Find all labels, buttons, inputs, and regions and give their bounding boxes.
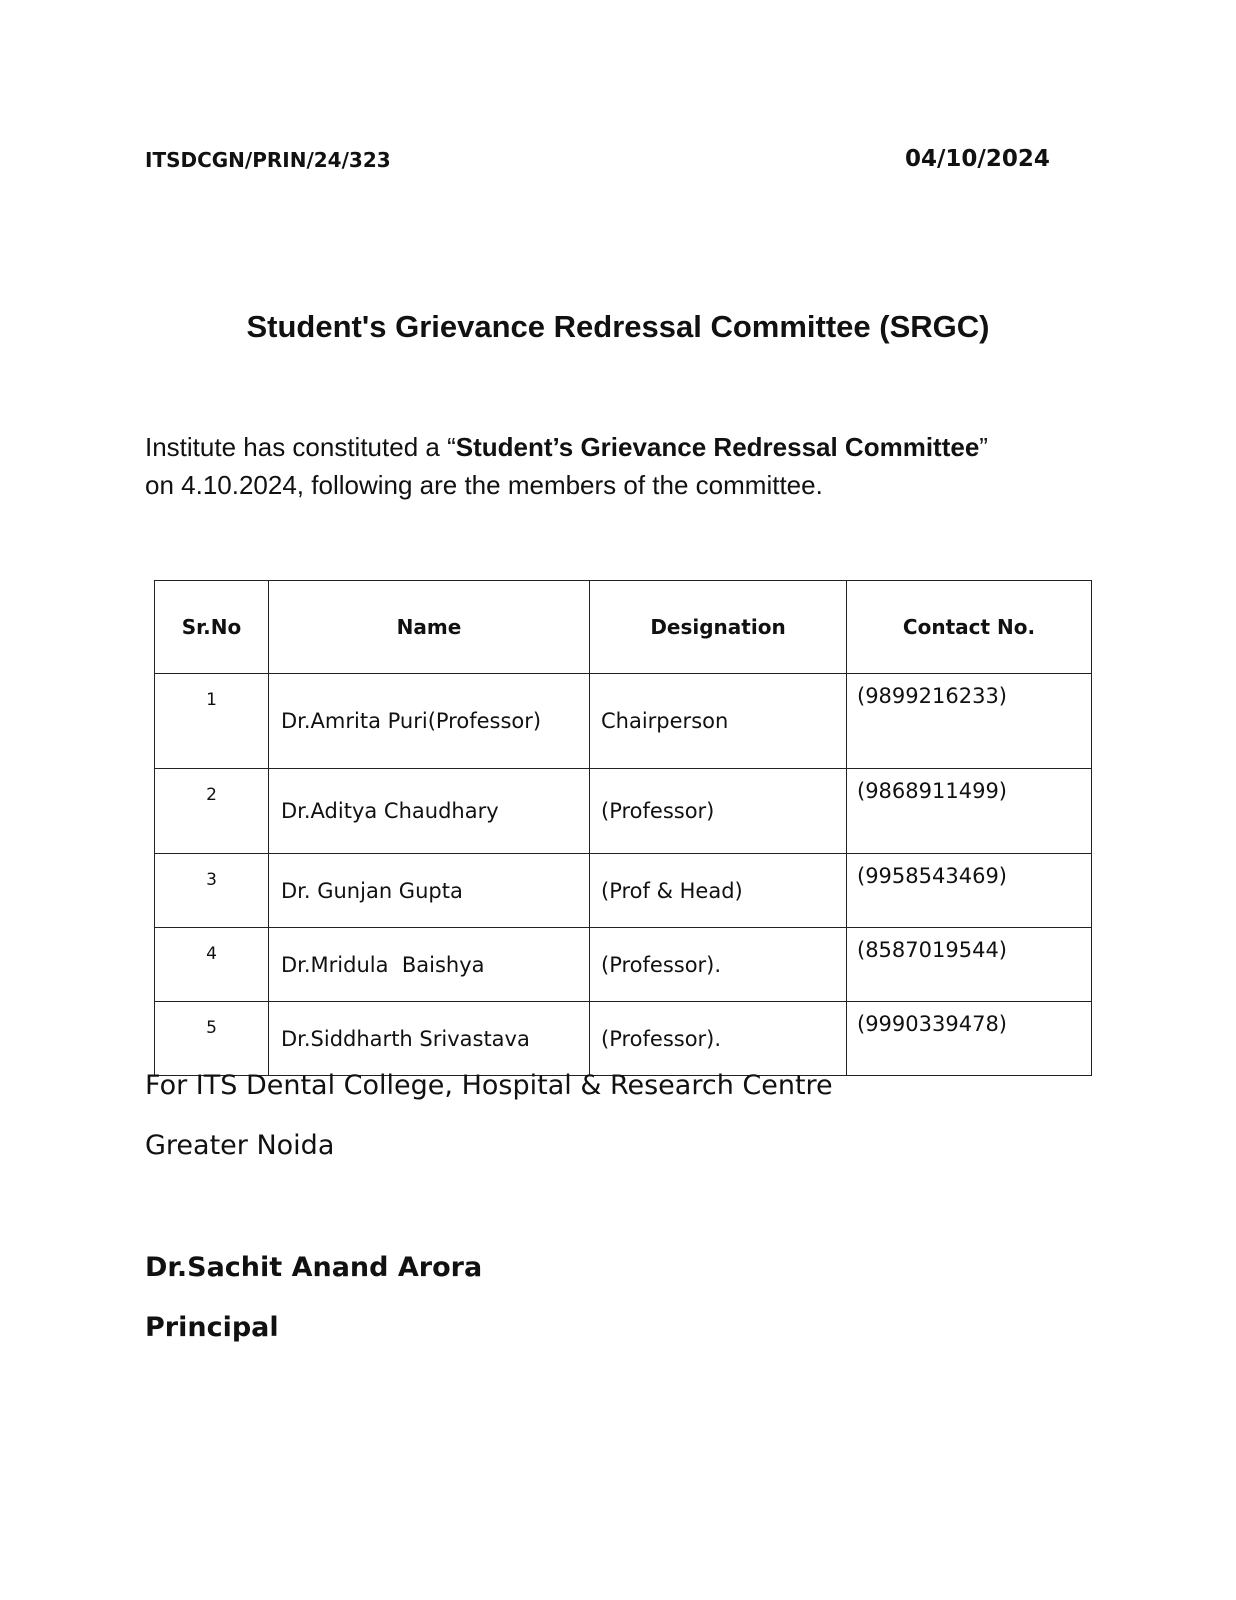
- table-row: [155, 769, 1092, 854]
- column-header-name: Name: [269, 581, 590, 674]
- document-date: 04/10/2024: [905, 146, 1050, 172]
- document-title: Student's Grievance Redressal Committee (SRGC): [246, 309, 990, 344]
- column-header-contact: Contact No.: [847, 581, 1092, 674]
- intro-text-line2: on 4.10.2024, following are the members of the committee.: [145, 470, 823, 500]
- footer-location: Greater Noida: [145, 1130, 335, 1161]
- cell-designation: (Professor).: [590, 928, 847, 1002]
- reference-number: ITSDCGN/PRIN/24/323: [145, 148, 391, 172]
- cell-contact: (9990339478): [847, 1002, 1092, 1076]
- signatory-title: Principal: [145, 1312, 279, 1343]
- table-row: [155, 1002, 1092, 1076]
- intro-committee-name: Student’s Grievance Redressal Committee: [455, 432, 980, 462]
- column-header-designation: Designation: [590, 581, 847, 674]
- cell-name: Dr.Aditya Chaudhary: [269, 769, 590, 854]
- cell-contact: (9868911499): [847, 769, 1092, 854]
- table-row: [155, 854, 1092, 928]
- column-header-sr-no: Sr.No: [155, 581, 269, 674]
- cell-contact: (9899216233): [847, 674, 1092, 769]
- table-header-row: [155, 581, 1092, 674]
- cell-name: Dr.Amrita Puri(Professor): [269, 674, 590, 769]
- cell-name: Dr. Gunjan Gupta: [269, 854, 590, 928]
- cell-sr-no: 3: [155, 854, 269, 928]
- cell-sr-no: 2: [155, 769, 269, 854]
- intro-text-quote: ”: [979, 432, 988, 462]
- cell-designation: Chairperson: [590, 674, 847, 769]
- footer-organization: For ITS Dental College, Hospital & Research Centre: [145, 1070, 833, 1101]
- table-row: [155, 928, 1092, 1002]
- cell-name: Dr.Mridula Baishya: [269, 928, 590, 1002]
- cell-sr-no: 1: [155, 674, 269, 769]
- cell-contact: (9958543469): [847, 854, 1092, 928]
- committee-members-table: [154, 580, 1092, 1076]
- table-row: [155, 674, 1092, 769]
- cell-designation: (Prof & Head): [590, 854, 847, 928]
- cell-contact: (8587019544): [847, 928, 1092, 1002]
- intro-text-start: Institute has constituted a “: [145, 432, 456, 462]
- cell-name: Dr.Siddharth Srivastava: [269, 1002, 590, 1076]
- signatory-name: Dr.Sachit Anand Arora: [145, 1252, 483, 1283]
- intro-paragraph: [145, 428, 1125, 504]
- cell-sr-no: 5: [155, 1002, 269, 1076]
- cell-sr-no: 4: [155, 928, 269, 1002]
- cell-designation: (Professor): [590, 769, 847, 854]
- cell-designation: (Professor).: [590, 1002, 847, 1076]
